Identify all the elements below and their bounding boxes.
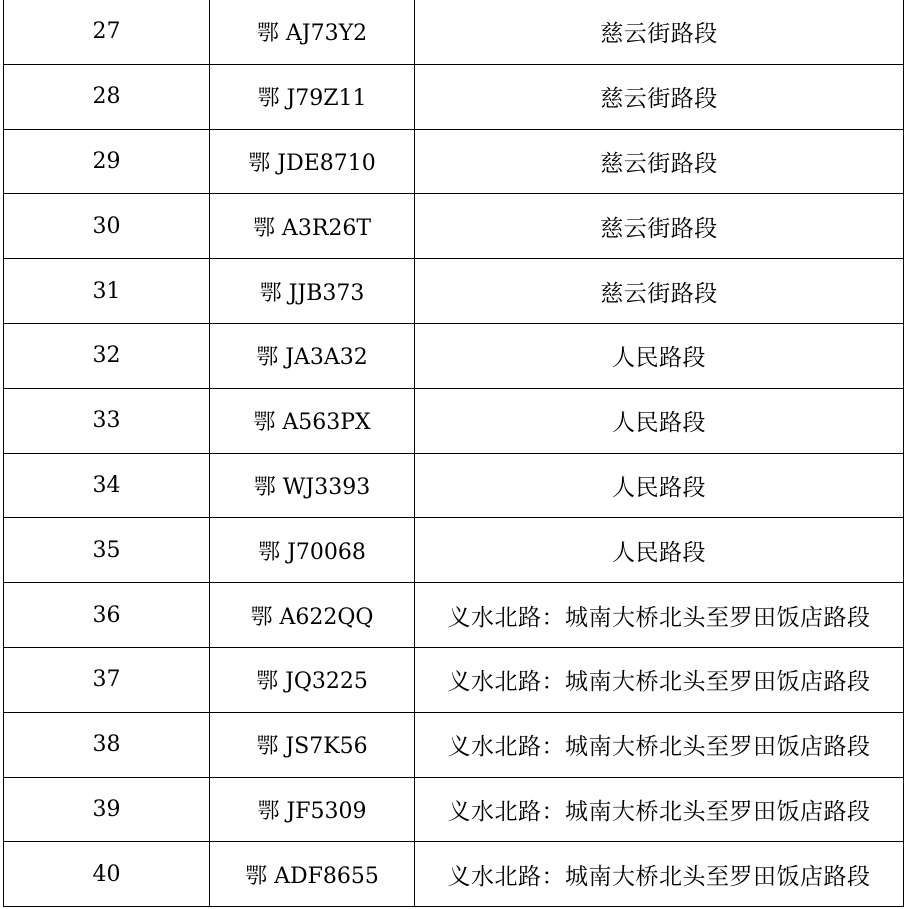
row-number-cell: 28 [4, 64, 210, 129]
plate-number-cell: 鄂 JDE8710 [210, 129, 415, 194]
table-row [4, 323, 904, 388]
row-number-cell: 39 [4, 777, 210, 842]
table-row [4, 842, 904, 907]
plate-number-cell: 鄂 J70068 [210, 518, 415, 583]
row-number-cell: 31 [4, 259, 210, 324]
plate-number-cell: 鄂 JQ3225 [210, 647, 415, 712]
table-row [4, 64, 904, 129]
plate-number-cell: 鄂 JS7K56 [210, 712, 415, 777]
plate-number-cell: 鄂 AJ73Y2 [210, 0, 415, 64]
table-row [4, 388, 904, 453]
plate-number-cell: 鄂 JJB373 [210, 259, 415, 324]
row-number-cell: 29 [4, 129, 210, 194]
road-section-cell: 义水北路：城南大桥北头至罗田饭店路段 [415, 842, 904, 907]
road-section-cell: 义水北路：城南大桥北头至罗田饭店路段 [415, 583, 904, 648]
plate-number-cell: 鄂 A3R26T [210, 194, 415, 259]
row-number-cell: 38 [4, 712, 210, 777]
table-body [4, 0, 904, 907]
road-section-cell: 人民路段 [415, 518, 904, 583]
row-number-cell: 37 [4, 647, 210, 712]
plate-number-cell: 鄂 A622QQ [210, 583, 415, 648]
row-number-cell: 35 [4, 518, 210, 583]
row-number-cell: 32 [4, 323, 210, 388]
plate-number-cell: 鄂 A563PX [210, 388, 415, 453]
road-section-cell: 人民路段 [415, 453, 904, 518]
plate-number-cell: 鄂 J79Z11 [210, 64, 415, 129]
plate-number-cell: 鄂 JA3A32 [210, 323, 415, 388]
road-section-cell: 义水北路：城南大桥北头至罗田饭店路段 [415, 777, 904, 842]
plate-number-cell: 鄂 ADF8655 [210, 842, 415, 907]
table-row [4, 712, 904, 777]
table-row [4, 0, 904, 64]
table-row [4, 583, 904, 648]
row-number-cell: 30 [4, 194, 210, 259]
vehicle-location-table [3, 0, 904, 907]
plate-number-cell: 鄂 WJ3393 [210, 453, 415, 518]
plate-number-cell: 鄂 JF5309 [210, 777, 415, 842]
document-table-container [3, 0, 903, 907]
row-number-cell: 27 [4, 0, 210, 64]
road-section-cell: 慈云街路段 [415, 259, 904, 324]
table-row [4, 777, 904, 842]
row-number-cell: 34 [4, 453, 210, 518]
table-row [4, 259, 904, 324]
road-section-cell: 慈云街路段 [415, 64, 904, 129]
table-row [4, 129, 904, 194]
table-row [4, 518, 904, 583]
table-row [4, 647, 904, 712]
road-section-cell: 人民路段 [415, 388, 904, 453]
road-section-cell: 慈云街路段 [415, 0, 904, 64]
row-number-cell: 33 [4, 388, 210, 453]
road-section-cell: 义水北路：城南大桥北头至罗田饭店路段 [415, 712, 904, 777]
road-section-cell: 义水北路：城南大桥北头至罗田饭店路段 [415, 647, 904, 712]
row-number-cell: 36 [4, 583, 210, 648]
road-section-cell: 慈云街路段 [415, 194, 904, 259]
road-section-cell: 慈云街路段 [415, 129, 904, 194]
row-number-cell: 40 [4, 842, 210, 907]
road-section-cell: 人民路段 [415, 323, 904, 388]
table-row [4, 453, 904, 518]
table-row [4, 194, 904, 259]
